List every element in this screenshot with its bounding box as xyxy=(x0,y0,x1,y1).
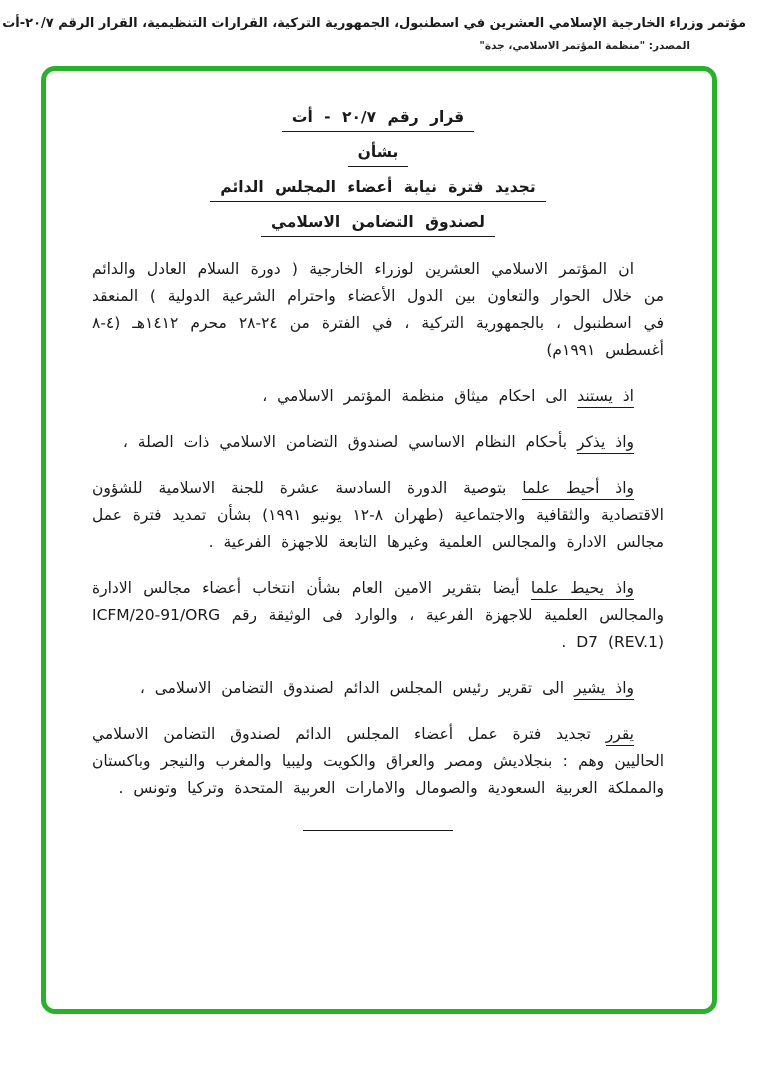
resolution-subject-text: تجديد فترة نيابة أعضاء المجلس الدائم xyxy=(210,178,545,202)
document-header-line: مؤتمر وزراء الخارجية الإسلامي العشرين في اسطنبول، الجمهورية التركية، القرارات التنظيمية، القرار الرقم ٢٠/٧-أت xyxy=(2,16,746,31)
paragraph-clause-referring xyxy=(92,675,664,702)
source-line xyxy=(0,31,758,52)
paragraph-clause-basis-lead: اذ يستند xyxy=(577,387,634,408)
resolution-number-line xyxy=(92,107,664,132)
paragraph-preamble xyxy=(92,256,664,364)
paragraph-clause-noting-recommendation-text: بتوصية الدورة السادسة عشرة للجنة الاسلامية للشؤون الاقتصادية والثقافية والاجتماعية (طهران ٨-١٢ يونيو ١٩٩١) بشأن تمديد فترة عمل مجالس الادارة والمجالس العلمية وغيرها التابعة للاجهزة الفرعية . xyxy=(92,479,664,551)
paragraph-clause-noting-report-text: أيضا بتقرير الامين العام بشأن انتخاب أعضاء مجالس الادارة والمجالس العلمية للاجهزة الفرعية ، والوارد فى الوثيقة رقم ICFM/20-91/ORG D7 (REV.1) . xyxy=(92,579,664,651)
paragraph-clause-recall-lead: واذ يذكر xyxy=(577,433,634,454)
paragraph-clause-basis xyxy=(92,383,664,410)
resolution-number-text: قرار رقم ٢٠/٧ - أت xyxy=(282,108,474,132)
paragraph-operative-decision xyxy=(92,721,664,802)
paragraph-clause-noting-recommendation xyxy=(92,475,664,556)
paragraph-clause-noting-report-lead: واذ يحيط علما xyxy=(531,579,634,600)
resolution-subject-word-text: بشأن xyxy=(348,143,409,167)
resolution-subject-line xyxy=(92,177,664,202)
resolution-title-block xyxy=(92,107,664,237)
resolution-fund-text: لصندوق التضامن الاسلامي xyxy=(261,213,495,237)
resolution-subject-word-line xyxy=(92,142,664,167)
paragraph-operative-decision-text: تجديد فترة عمل أعضاء المجلس الدائم لصندوق التضامن الاسلامي الحاليين وهم : بنجلاديش ومصر والعراق والكويت وليبيا والمغرب والنيجر وباكستان والمملكة العربية السعودية والصومال والامارات العربية المتحدة وتركيا وتونس . xyxy=(92,725,664,797)
document-frame xyxy=(41,66,717,1014)
paragraph-clause-noting-recommendation-lead: واذ أحيط علما xyxy=(522,479,634,500)
footer-divider xyxy=(303,830,453,831)
paragraph-clause-recall-text: بأحكام النظام الاساسي لصندوق التضامن الاسلامي ذات الصلة ، xyxy=(122,433,577,451)
paragraph-operative-decision-lead: يقرر xyxy=(606,725,634,746)
paragraph-clause-recall xyxy=(92,429,664,456)
paragraph-clause-referring-lead: واذ يشير xyxy=(574,679,634,700)
paragraph-clause-referring-text: الى تقرير رئيس المجلس الدائم لصندوق التضامن الاسلامى ، xyxy=(139,679,574,697)
paragraph-clause-noting-report xyxy=(92,575,664,656)
source-label: المصدر: xyxy=(648,40,690,52)
paragraph-preamble-text: ان المؤتمر الاسلامي العشرين لوزراء الخارجية ( دورة السلام العادل والدائم من خلال الحوار والتعاون بين الدول الأعضاء واحترام الشرعية الدولية ) المنعقد في اسطنبول ، بالجمهورية التركية ، في الفترة من ٢٤-٢٨ محرم ١٤١٢هـ (٤-٨ أغسطس ١٩٩١م) xyxy=(92,260,664,359)
resolution-fund-line xyxy=(92,212,664,237)
source-value: "منظمة المؤتمر الاسلامي، جدة" xyxy=(479,40,646,52)
paragraph-clause-basis-text: الى احكام ميثاق منظمة المؤتمر الاسلامي ، xyxy=(262,387,578,405)
